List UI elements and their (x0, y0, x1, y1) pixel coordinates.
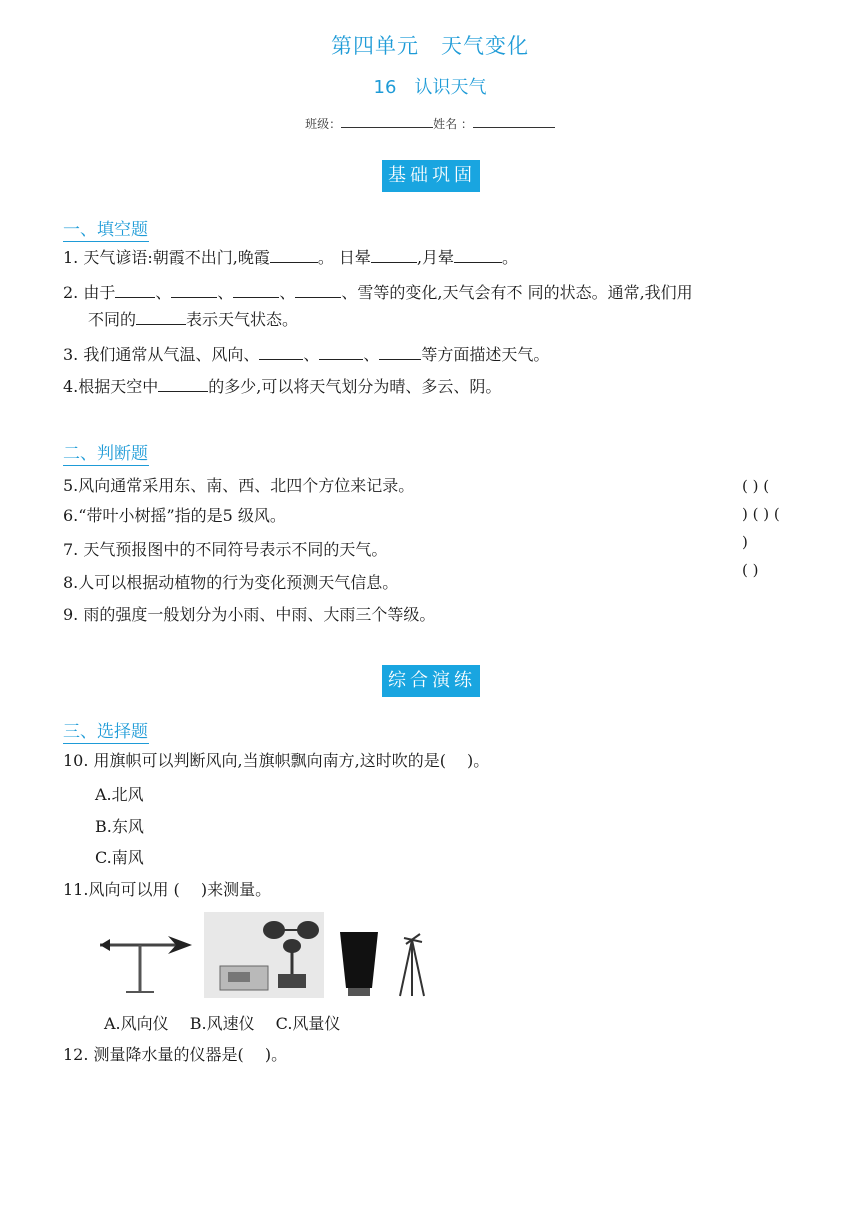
q4-text-a: 4.根据天空中 (63, 377, 159, 396)
student-info-line (0, 115, 860, 132)
answer-blank (158, 377, 208, 392)
wind-vane-image (96, 912, 200, 998)
question-2-cont (88, 309, 298, 331)
paren-line: ( ) (742, 561, 759, 579)
q2-text-f: 不同的 (88, 310, 137, 329)
answer-blank (371, 248, 417, 263)
question-5: 5.风向通常采用东、南、西、北四个方位来记录。 (63, 476, 415, 495)
banner-comprehensive: 综合演练 (382, 665, 480, 697)
question-8: 8.人可以根据动植物的行为变化预测天气信息。 (63, 573, 399, 592)
class-blank (341, 115, 433, 128)
name-label: 姓名 ： (433, 117, 473, 131)
q1-text-d: 。 (502, 248, 519, 267)
section-heading-fill-blank: 一、填空题 (63, 220, 148, 240)
q3-text-a: 3. 我们通常从气温、风向、 (63, 345, 260, 364)
answer-blank (319, 345, 363, 360)
q1-text-a: 1. 天气谚语:朝霞不出门,晚霞 (63, 248, 270, 267)
question-4 (63, 376, 501, 398)
section-heading-true-false: 二、判断题 (63, 444, 148, 464)
question-12: 12. 测量降水量的仪器是( )。 (63, 1045, 288, 1064)
question-7: 7. 天气预报图中的不同符号表示不同的天气。 (63, 540, 388, 559)
lesson-title: 16 认识天气 (373, 77, 487, 98)
question-6: 6.“带叶小树摇”指的是5 级风。 (63, 506, 286, 525)
q10-option-a: A.北风 (95, 785, 144, 804)
paren-line: ( ) ( (742, 477, 770, 495)
q10-option-b: B.东风 (95, 817, 144, 836)
answer-blank (295, 283, 341, 298)
question-1 (63, 247, 518, 269)
q3-text-b: 、 (303, 345, 320, 364)
unit-title: 第四单元 天气变化 (331, 34, 529, 58)
answer-parentheses (742, 472, 812, 584)
answer-blank (379, 345, 421, 360)
rain-gauge-image (328, 912, 438, 998)
section-heading-multiple-choice: 三、选择题 (63, 722, 148, 742)
question-11: 11.风向可以用 ( )来测量。 (63, 880, 272, 899)
answer-blank (233, 283, 279, 298)
q2-text-b: 、 (155, 283, 172, 302)
answer-blank (454, 248, 502, 263)
q2-text-a: 2. 由于 (63, 283, 116, 302)
q4-text-b: 的多少,可以将天气划分为晴、多云、阴。 (208, 377, 502, 396)
question-3 (63, 344, 549, 366)
q2-text-e: 、雪等的变化,天气会有不 同的状态。通常,我们用 (341, 283, 693, 302)
answer-blank (259, 345, 303, 360)
name-blank (473, 115, 555, 128)
banner-basic: 基础巩固 (382, 160, 480, 192)
answer-blank (136, 310, 186, 325)
answer-blank (270, 248, 318, 263)
answer-blank (115, 283, 155, 298)
paren-line: ) ( ) ( (742, 505, 780, 523)
q10-option-c: C.南风 (95, 848, 144, 867)
q3-text-d: 等方面描述天气。 (421, 345, 550, 364)
question-9: 9. 雨的强度一般划分为小雨、中雨、大雨三个等级。 (63, 605, 436, 624)
question-2 (63, 282, 693, 304)
q2-text-g: 表示天气状态。 (186, 310, 299, 329)
q2-text-c: 、 (217, 283, 234, 302)
paren-line: ) (742, 533, 748, 551)
q11-options: A.风向仪 B.风速仪 C.风量仪 (104, 1014, 341, 1033)
q3-text-c: 、 (363, 345, 380, 364)
q2-text-d: 、 (279, 283, 296, 302)
q1-text-c: ,月晕 (416, 248, 455, 267)
answer-blank (171, 283, 217, 298)
anemometer-image (204, 912, 324, 998)
q1-text-b: 。 日晕 (317, 248, 371, 267)
class-label: 班级： (305, 117, 342, 131)
question-10: 10. 用旗帜可以判断风向,当旗帜飘向南方,这时吹的是( )。 (63, 751, 490, 770)
